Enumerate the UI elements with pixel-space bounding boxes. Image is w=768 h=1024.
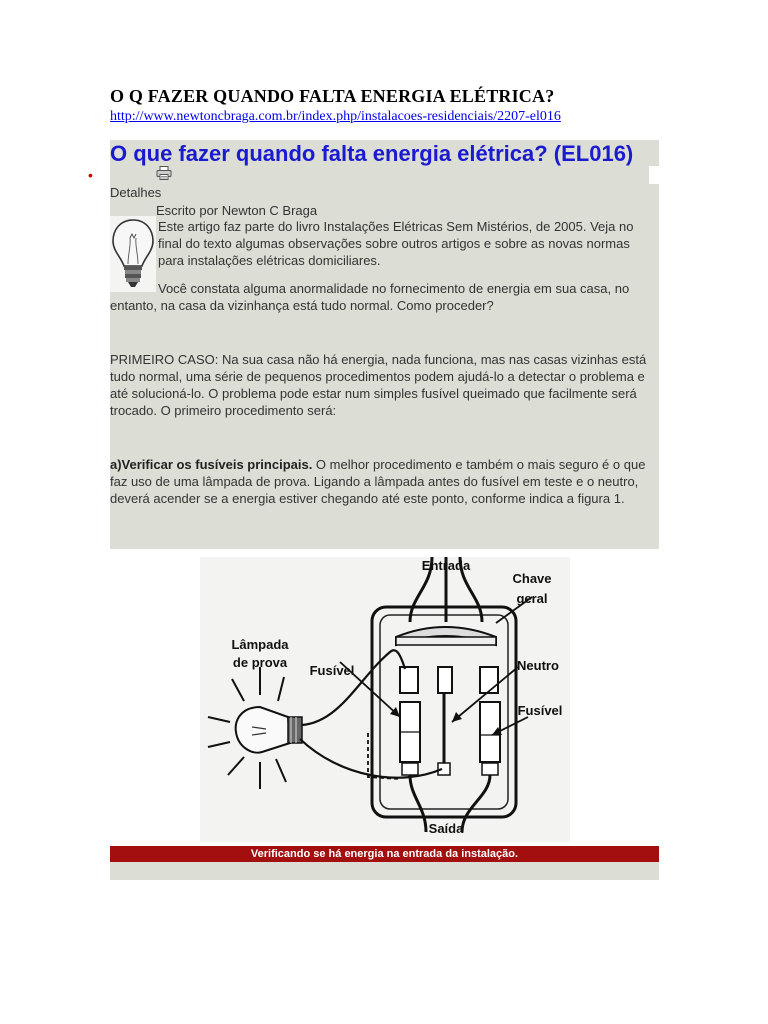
figure-caption-spacer [110, 862, 659, 880]
author-line: Escrito por Newton C Braga [156, 203, 318, 218]
test-lamp [208, 667, 302, 789]
label-geral: geral [516, 591, 548, 606]
paragraph-problem [110, 280, 650, 314]
fuse-box-diagram [200, 557, 570, 842]
label-saida: Saída [428, 821, 464, 836]
label-fusivel-left: Fusível [309, 663, 355, 678]
document-title: O Q FAZER QUANDO FALTA ENERGIA ELÉTRICA? [110, 86, 555, 106]
list-bullet: • [88, 167, 93, 183]
label-lampada: Lâmpada [231, 637, 289, 652]
paragraph-first-case: PRIMEIRO CASO: Na sua casa não há energia, nada funciona, mas nas casas vizinhas está tudo normal, uma série de pequenos procedimentos podem ajudá-lo a detectar o problema e até solucioná-lo. O problema pode estar num simples fusível queimado que facilmente será trocado. O primeiro procedimento será: [110, 352, 647, 418]
figure-caption: Verificando se há energia na entrada da instalação. [250, 848, 519, 860]
label-chave: Chave [512, 571, 552, 586]
printer-icon[interactable] [156, 166, 172, 180]
source-link[interactable]: http://www.newtoncbraga.com.br/index.php/instalacoes-residenciais/2207-el016 [110, 109, 561, 124]
article-title[interactable]: O que fazer quando falta energia elétrica? (EL016) [110, 141, 634, 166]
intro-paragraph: Este artigo faz parte do livro Instalações Elétricas Sem Mistérios, de 2005. Veja no final do texto algumas observações sobre outros artigos e sobre as novas normas para instalações elétricas domiciliares. [158, 219, 634, 268]
paragraph-check-fuses [110, 456, 650, 507]
label-de-prova: de prova [232, 655, 288, 670]
label-neutro: Neutro [517, 658, 559, 673]
paragraph-problem-text: Você constata alguma anormalidade no fornecimento de energia em sua casa, no entanto, na casa da vizinhança está tudo normal. Como proceder? [110, 281, 630, 313]
details-label: Detalhes [110, 185, 162, 200]
label-entrada: Entrada [421, 558, 471, 573]
check-fuses-heading: a)Verificar os fusíveis principais. [110, 457, 313, 472]
check-fuses-text: O melhor procedimento e também o mais seguro é o que faz uso de uma lâmpada de prova. Ligando a lâmpada antes do fusível em teste e o neutro, deverá acender se a energia estiver chegando até este ponto, conforme indica a figura 1. [110, 457, 646, 506]
label-fusivel-right: Fusível [517, 703, 563, 718]
figure-1 [200, 557, 570, 842]
article-toolbar [86, 166, 659, 184]
figure-caption-bar [110, 846, 659, 862]
toolbar-edge [649, 166, 659, 184]
